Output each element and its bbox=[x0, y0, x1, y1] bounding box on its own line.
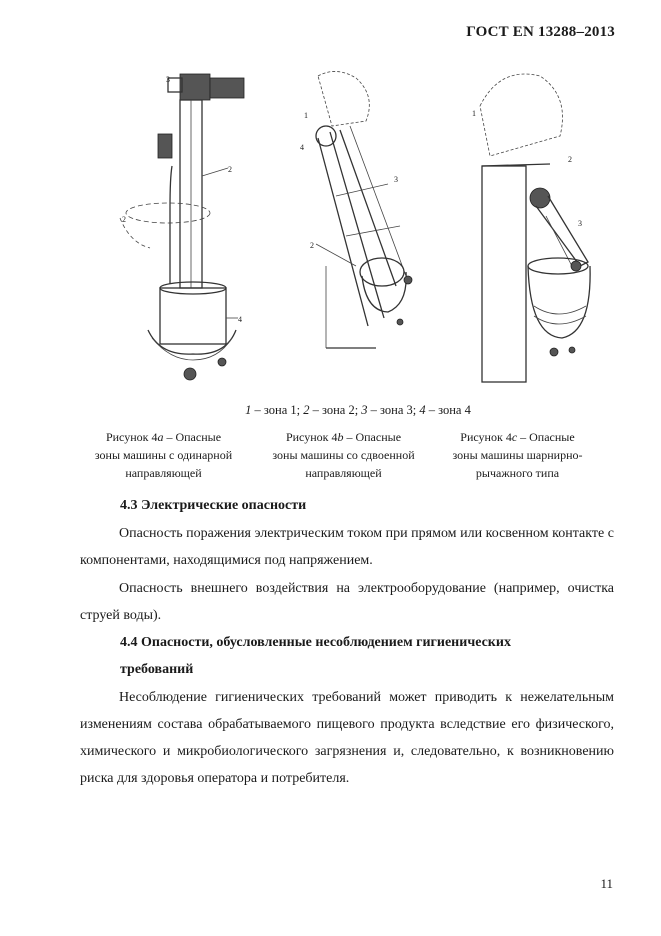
figures-area bbox=[0, 0, 661, 400]
caption-b-rest: – Опасные bbox=[343, 430, 402, 444]
caption-a-line3: направляющей bbox=[125, 466, 202, 480]
caption-a-prefix: Рисунок 4 bbox=[105, 430, 158, 444]
section-4-3-title: 4.3 Электрические опасности bbox=[120, 498, 307, 513]
document-standard-header: ГОСТ EN 13288–2013 bbox=[466, 24, 615, 40]
caption-c-line3: рычажного типа bbox=[475, 466, 560, 480]
figure-4a-label-4: 4 bbox=[238, 315, 242, 324]
caption-b-line3: направляющей bbox=[305, 466, 382, 480]
figure-4a-label-2: 2 bbox=[228, 165, 232, 174]
legend-text-3: – зона 3; bbox=[367, 403, 420, 417]
figure-4b-label-4: 4 bbox=[300, 143, 304, 152]
section-4-3-paragraph-2 bbox=[80, 575, 614, 629]
caption-c-prefix: Рисунок 4 bbox=[460, 430, 512, 444]
caption-c-letter: c bbox=[511, 430, 518, 444]
section-4-3-paragraph-1 bbox=[80, 520, 614, 574]
legend-num-1: 1 bbox=[245, 403, 252, 417]
section-4-4-paragraph-1-text: Несоблюдение гигиенических требований может приводить к нежелательным изменениям состава обрабатываемого пищевого продукта вследствие его физического, химического и микробиологического загрязнения и, следовательно, к возникновению риска для здоровья оператора и потребителя. bbox=[80, 690, 614, 786]
figure-4b-label-3: 3 bbox=[394, 175, 398, 184]
caption-b-prefix: Рисунок 4 bbox=[285, 430, 338, 444]
legend-num-2: 2 bbox=[303, 403, 310, 417]
figure-4a-drawing bbox=[110, 68, 260, 388]
section-4-4-title-line1: 4.4 Опасности, обусловленные несоблюдением гигиенических bbox=[120, 635, 511, 650]
figure-4c-label-2: 2 bbox=[568, 155, 572, 164]
section-4-3-paragraph-1-text: Опасность поражения электрическим током при прямом или косвенном контакте с компонентами, находящимися под напряжением. bbox=[80, 526, 614, 568]
legend-text-4: – зона 4 bbox=[425, 403, 471, 417]
figure-4c-label-3: 3 bbox=[578, 219, 582, 228]
figure-4a-label-3: 3 bbox=[166, 75, 170, 84]
figure-4c-caption bbox=[430, 428, 605, 482]
caption-a-rest: – Опасные bbox=[163, 430, 222, 444]
figure-4b-label-1: 1 bbox=[304, 111, 308, 120]
caption-c-rest: – Опасные bbox=[517, 430, 575, 444]
caption-a-line2: зоны машины с одинарной bbox=[94, 448, 233, 462]
legend-text-1: – зона 1; bbox=[251, 403, 304, 417]
legend-text-2: – зона 2; bbox=[309, 403, 362, 417]
caption-c-line2: зоны машины шарнирно- bbox=[452, 448, 583, 462]
caption-b-line2: зоны машины со сдвоенной bbox=[272, 448, 415, 462]
legend-num-4: 4 bbox=[419, 403, 426, 417]
caption-b-letter: b bbox=[337, 430, 344, 444]
figure-legend bbox=[0, 403, 661, 418]
section-4-4-paragraph-1 bbox=[80, 684, 614, 792]
figure-4b-drawing bbox=[296, 66, 436, 356]
caption-a-letter: a bbox=[157, 430, 164, 444]
legend-num-3: 3 bbox=[361, 403, 368, 417]
figure-4b-label-2: 2 bbox=[310, 241, 314, 250]
figure-4a-caption bbox=[76, 428, 251, 482]
section-4-3-paragraph-2-text: Опасность внешнего воздействия на электрооборудование (например, очистка струей воды). bbox=[80, 581, 614, 623]
section-4-4-title-line2: требований bbox=[120, 662, 194, 677]
figure-4b-caption bbox=[256, 428, 431, 482]
page-number: 11 bbox=[600, 876, 613, 891]
figure-4c-drawing bbox=[470, 66, 620, 386]
figure-4c-label-1: 1 bbox=[472, 109, 476, 118]
figure-4a-label-zone: 2 bbox=[122, 215, 126, 224]
